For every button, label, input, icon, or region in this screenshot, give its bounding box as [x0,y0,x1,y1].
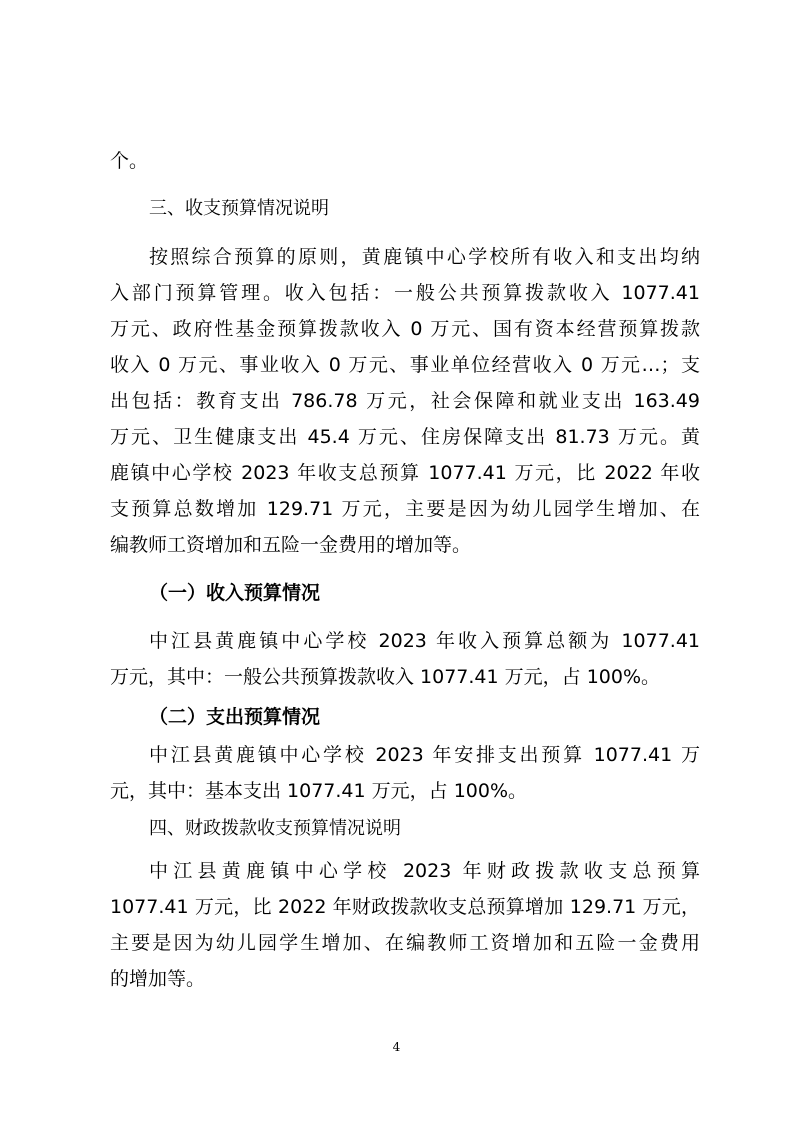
subsection-heading-expense: （二）支出预算情况 [149,706,321,728]
paragraph-line: 中江县黄鹿镇中心学校 2023 年收入预算总额为 1077.41 [149,630,700,652]
page-number: 4 [392,1040,401,1054]
paragraph-line: 入部门预算管理。收入包括：一般公共预算拨款收入 1077.41 [110,282,700,304]
paragraph-line: 出包括：教育支出 786.78 万元，社会保障和就业支出 163.49 [110,390,700,412]
paragraph-line: 万元，其中：一般公共预算拨款收入 1077.41 万元，占 100%。 [110,666,661,688]
paragraph-line: 按照综合预算的原则，黄鹿镇中心学校所有收入和支出均纳 [149,246,700,268]
paragraph-line: 中江县黄鹿镇中心学校 2023 年财政拨款收支总预算 [149,860,700,882]
section-heading-4: 四、财政拨款收支预算情况说明 [149,818,401,839]
paragraph-line: 中江县黄鹿镇中心学校 2023 年安排支出预算 1077.41 万 [149,744,700,766]
paragraph-line: 万元、政府性基金预算拨款收入 0 万元、国有资本经营预算拨款 [110,318,700,340]
section-heading-3: 三、收支预算情况说明 [149,198,329,219]
paragraph-line: 收入 0 万元、事业收入 0 万元、事业单位经营收入 0 万元…；支 [110,354,700,376]
paragraph-line: 个。 [110,150,149,172]
paragraph-line: 编教师工资增加和五险一金费用的增加等。 [110,534,472,556]
paragraph-line: 主要是因为幼儿园学生增加、在编教师工资增加和五险一金费用 [110,932,700,954]
paragraph-line: 支预算总数增加 129.71 万元，主要是因为幼儿园学生增加、在 [110,498,700,520]
subsection-heading-income: （一）收入预算情况 [149,582,321,604]
paragraph-line: 元，其中：基本支出 1077.41 万元，占 100%。 [110,780,528,802]
paragraph-line: 鹿镇中心学校 2023 年收支总预算 1077.41 万元，比 2022 年收 [110,462,700,484]
paragraph-line: 的增加等。 [110,968,206,990]
paragraph-line: 万元、卫生健康支出 45.4 万元、住房保障支出 81.73 万元。黄 [110,426,700,448]
paragraph-line: 1077.41 万元，比 2022 年财政拨款收支总预算增加 129.71 万元， [110,896,700,918]
